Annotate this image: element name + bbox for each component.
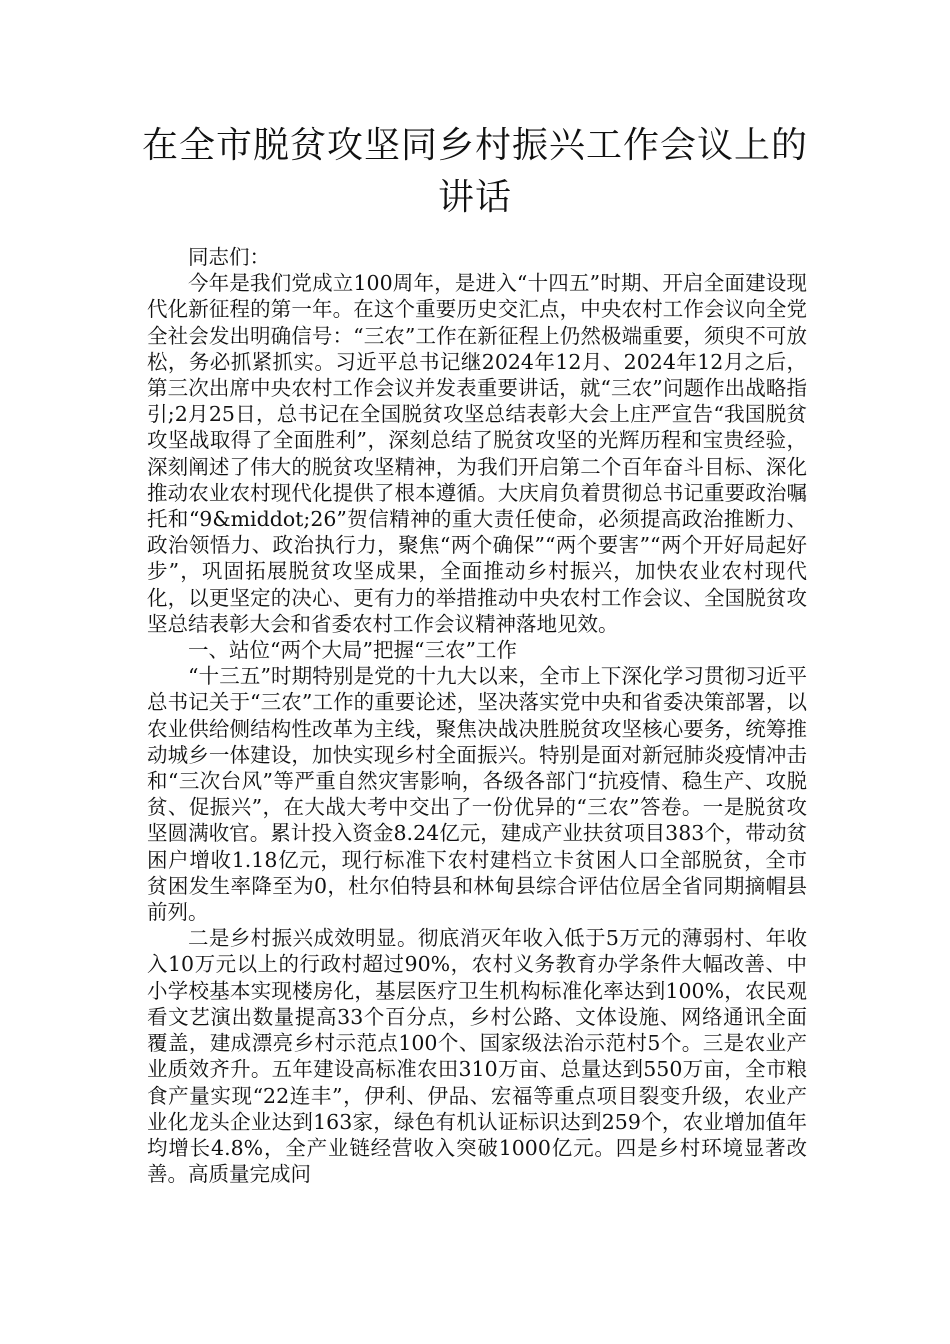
paragraph: 二是乡村振兴成效明显。彻底消灭年收入低于5万元的薄弱村、年收入10万元以上的行政村超过90%，农村义务教育办学条件大幅改善、中小学校基本实现楼房化，基层医疗卫生机构标准化率达到100%，农民观看文艺演出数量提高33个百分点，乡村公路、文体设施、网络通讯全面覆盖，建成漂亮乡村示范点100个、国家级法治示范村5个。三是农业产业质效齐升。五年建设高标准农田310万亩、总量达到550万亩，全市粮食产量实现“22连丰”，伊利、伊品、宏福等重点项目裂变升级，农业产业化龙头企业达到163家，绿色有机认证标识达到259个，农业增加值年均增长4.8%，全产业链经营收入突破1000亿元。四是乡村环境显著改善。高质量完成问: [147, 926, 807, 1187]
salutation: 同志们：: [188, 245, 270, 269]
document-title: [120, 120, 830, 224]
title-line-2: 讲话: [437, 177, 512, 218]
document-body: [147, 244, 807, 1187]
section-heading: 一、站位“两个大局”把握“三农”工作: [188, 638, 517, 663]
paragraph: 今年是我们党成立100周年，是进入“十四五”时期、开启全面建设现代化新征程的第一年。在这个重要历史交汇点，中央农村工作会议向全党全社会发出明确信号：“三农”工作在新征程上仍然极端重要，须臾不可放松，务必抓紧抓实。习近平总书记继2024年12月、2024年12月之后，第三次出席中央农村工作会议并发表重要讲话，就“三农”问题作出战略指引;2月25日，总书记在全国脱贫攻坚总结表彰大会上庄严宣告“我国脱贫攻坚战取得了全面胜利”，深刻总结了脱贫攻坚的光辉历程和宝贵经验，深刻阐述了伟大的脱贫攻坚精神，为我们开启第二个百年奋斗目标、深化推动农业农村现代化提供了根本遵循。大庆肩负着贯彻总书记重要政治嘱托和“9&middot;26”贺信精神的重大责任使命，必须提高政治推断力、政治领悟力、政治执行力，聚焦“两个确保”“两个要害”“两个开好局起好步”，巩固拓展脱贫攻坚成果，全面推动乡村振兴，加快农业农村现代化，以更坚定的决心、更有力的举措推动中央农村工作会议、全国脱贫攻坚总结表彰大会和省委农村工作会议精神落地见效。: [147, 271, 807, 636]
title-line-1: 在全市脱贫攻坚同乡村振兴工作会议上的: [141, 125, 808, 166]
paragraph: “十三五”时期特别是党的十九大以来，全市上下深化学习贯彻习近平总书记关于“三农”工作的重要论述，坚决落实党中央和省委决策部署，以农业供给侧结构性改革为主线，聚焦决战决胜脱贫攻坚核心要务，统筹推动城乡一体建设，加快实现乡村全面振兴。特别是面对新冠肺炎疫情冲击和“三次台风”等严重自然灾害影响，各级各部门“抗疫情、稳生产、攻脱贫、促振兴”，在大战大考中交出了一份优异的“三农”答卷。一是脱贫攻坚圆满收官。累计投入资金8.24亿元，建成产业扶贫项目383个，带动贫困户增收1.18亿元，现行标准下农村建档立卡贫困人口全部脱贫，全市贫困发生率降至为0，杜尔伯特县和林甸县综合评估位居全省同期摘帽县前列。: [147, 664, 807, 925]
